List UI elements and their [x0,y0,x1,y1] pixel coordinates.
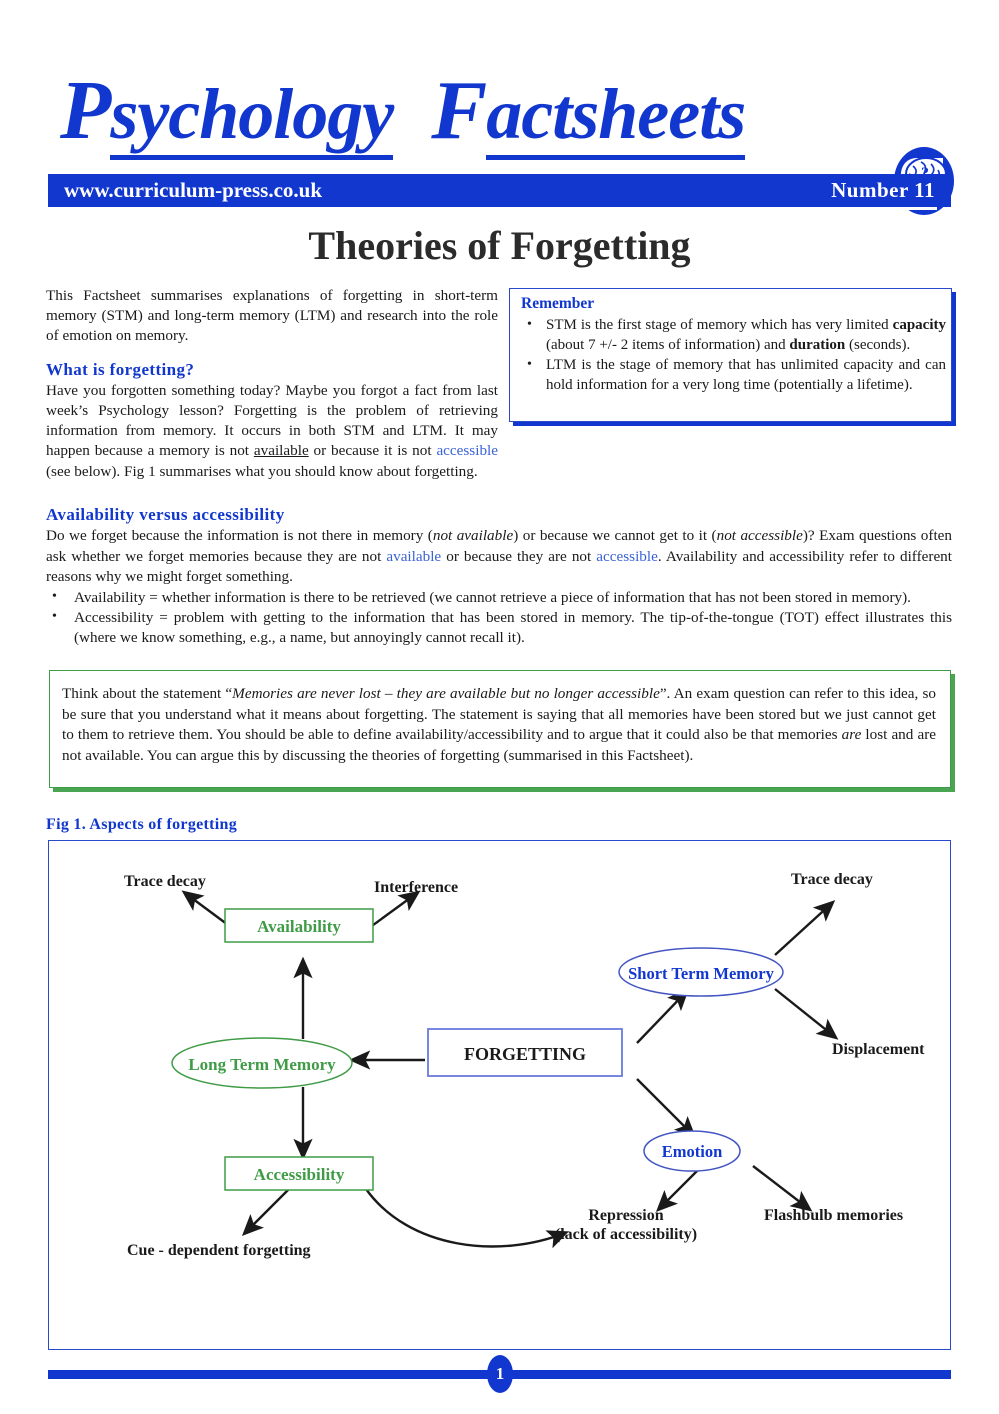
availability-section [46,505,952,649]
masthead [48,62,951,162]
intro-body [46,381,498,482]
avail-link-available[interactable]: available [386,547,442,565]
remember-item-0-b: (about 7 +/- 2 items of information) and [546,336,790,353]
intro-paragraph: This Factsheet summarises explanations of forgetting in short-term memory (STM) and long-term memory (LTM) and research into the role of emotion on memory. [46,287,498,345]
remember-item-0-bold-capacity: capacity [892,317,946,333]
website-url[interactable]: www.curriculum-press.co.uk [64,178,323,202]
brand-factsheets-capital: F [431,64,487,157]
brand-psychology-rest: sychology [110,74,393,160]
leaf-repression-line1: Repression [588,1207,664,1224]
intro-body-a: Have you forgotten something today? Maybe you forgot a fact from last week’s Psychology lesson? Forgetting is the problem of retrieving information from memory. It occurs in both STM and LTM. It may happen because a memory is not [46,381,498,460]
remember-item-0-a: STM is the first stage of memory which has very limited [546,317,893,333]
node-forgetting [428,1029,622,1076]
think-about-box [49,670,951,788]
intro-column [46,286,498,495]
arrow-stm-to-trace-decay [775,903,832,955]
page-title: Theories of Forgetting [308,223,691,268]
arrow-forgetting-to-emotion [637,1079,693,1135]
node-short-term-memory [619,948,783,996]
remember-item-0-bold-duration: duration [789,336,846,353]
arrow-accessibility-to-cue-dependent [245,1189,289,1233]
figure-1-aspects-of-forgetting [48,840,951,1350]
remember-item-0-c: (seconds). [845,336,911,353]
node-long-term-memory [172,1038,352,1088]
arrow-emotion-to-repression [659,1166,702,1209]
leaf-flashbulb-memories: Flashbulb memories [764,1207,904,1224]
think-quote: Memories are never lost – they are available but no longer accessible [232,685,660,702]
leaf-cue-dependent-forgetting: Cue - dependent forgetting [127,1242,311,1259]
availability-bullet-list [46,588,952,649]
avail-b: ) or because we cannot get to it ( [513,527,717,545]
node-accessibility-label: Accessibility [253,1165,345,1184]
avail-c: )? Exam questions often ask whether we forget memories because they are not [46,527,952,565]
page-number-badge: 1 [487,1355,513,1393]
node-long-term-memory-label: Long Term Memory [188,1055,336,1074]
leaf-repression-line2: (lack of accessibility) [554,1226,698,1243]
node-short-term-memory-label: Short Term Memory [628,964,774,983]
leaf-displacement: Displacement [832,1041,925,1058]
figure-diagram [49,841,950,1349]
arrow-forgetting-to-stm [637,992,686,1043]
list-item: • Accessibility = problem with getting to the information that has been stored in memory. The tip-of-the-tongue (TOT) effect illustrates this (where we know something, e.g., a name, but annoyingly cannot recall it). [46,608,952,649]
arrow-stm-to-displacement [775,989,835,1037]
url-bar [48,174,951,207]
leaf-trace-decay-left: Trace decay [124,873,206,890]
avail-italic-not-accessible: not accessible [716,527,803,545]
avail-e: . Availability and accessibility refer to different reasons why we might forget something. [46,547,952,586]
arrow-emotion-to-flashbulb [753,1166,809,1209]
remember-box [509,288,952,422]
think-c: lost and are not available. You can argue this by discussing the theories of forgetting (summarised in this Factsheet). [62,726,937,764]
think-b: ”. An exam question can refer to this idea, so be sure that you understand what it means about forgetting. The statement is saying that all memories have been stored but we just cannot get to them to retrieve them. You should be able to define availability/accessibility and to argue that it could also be that memories [62,685,936,743]
think-about-text [62,684,936,766]
avail-a: Do we forget because the information is not there in memory ( [46,527,433,545]
intro-accessible-link[interactable]: accessible [436,442,498,460]
node-accessibility [225,1157,373,1190]
list-item [516,316,946,355]
remember-list [516,316,946,396]
node-forgetting-label: FORGETTING [463,1044,587,1064]
brand-title [60,62,745,159]
remember-item-1-a: LTM is the stage of memory that has unlimited capacity and can hold information for a very long time (potentially a lifetime). [546,357,946,393]
avail-d: or because they are not [441,547,597,565]
list-item: • Availability = whether information is there to be retrieved (we cannot retrieve a piece of information that has not been stored in memory). [46,588,952,608]
figure-caption: Fig 1. Aspects of forgetting [46,816,238,833]
brand-factsheets-rest: actsheets [486,74,745,160]
intro-body-c: (see below). Fig 1 summarises what you should know about forgetting. [46,462,478,480]
node-emotion [644,1131,740,1171]
leaf-interference: Interference [374,879,459,896]
issue-number: Number 11 [831,178,935,202]
node-availability [225,909,373,942]
avail-italic-not-available: not available [432,527,514,545]
brand-psychology [60,64,394,157]
brand-psychology-capital: P [60,64,111,157]
think-a: Think about the statement “ [62,685,233,702]
leaf-trace-decay-right: Trace decay [791,871,873,888]
intro-body-b: or because it is not [308,442,437,460]
brand-factsheets [431,64,746,157]
node-availability-label: Availability [257,917,341,936]
section-heading-what-is-forgetting: What is forgetting? [46,359,195,379]
think-italic-are: are [841,726,862,743]
intro-available-underlined: available [253,442,309,460]
avail-link-accessible[interactable]: accessible [596,547,658,565]
section-heading-availability: Availability versus accessibility [46,505,285,524]
list-item [516,356,946,395]
node-emotion-label: Emotion [661,1142,723,1161]
remember-title: Remember [521,295,595,312]
arrow-accessibility-to-repression [366,1189,565,1246]
availability-paragraph [46,526,952,587]
